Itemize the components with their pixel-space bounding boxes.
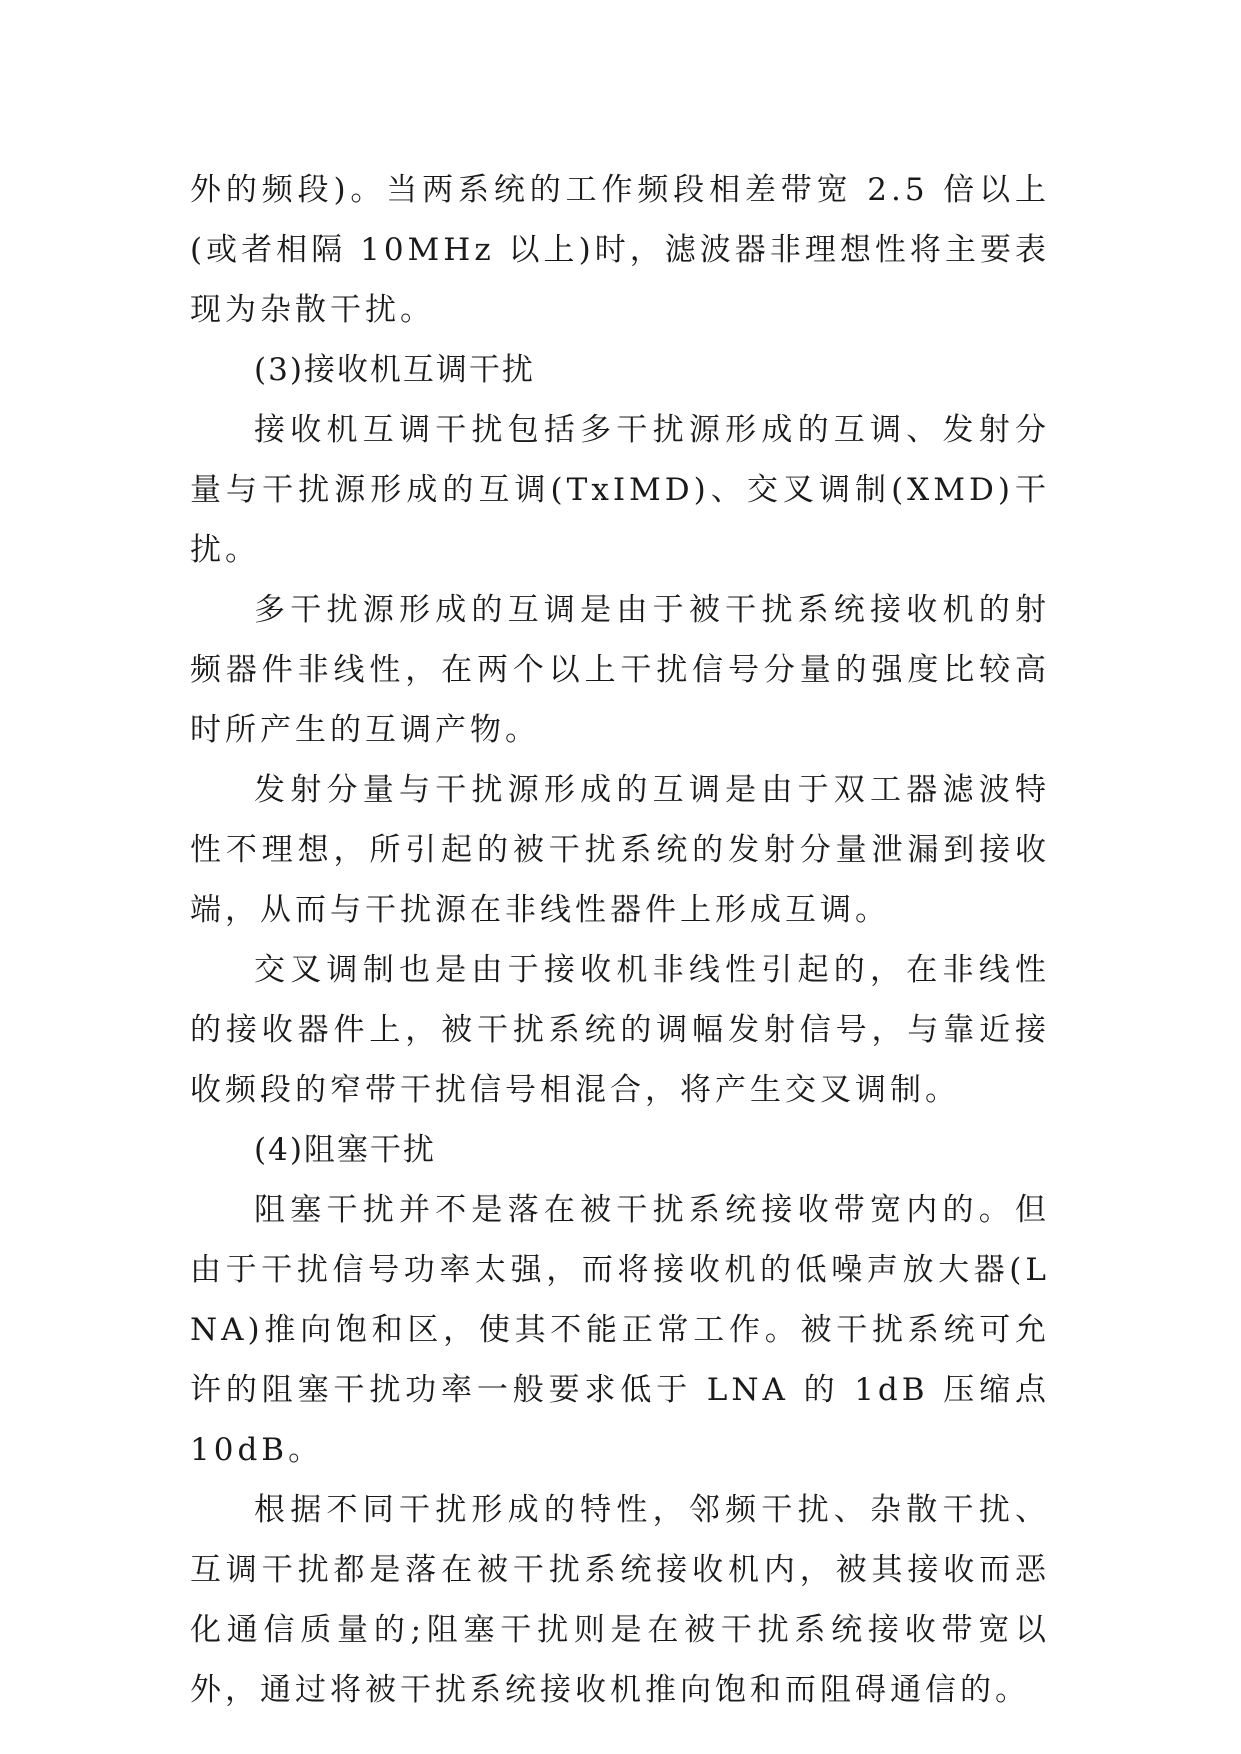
paragraph-intermod-types: 接收机互调干扰包括多干扰源形成的互调、发射分量与干扰源形成的互调(TxIMD)、交叉调制(XMD)干扰。 [190, 412, 1050, 568]
paragraph-tx-leakage-intermod: 发射分量与干扰源形成的互调是由于双工器滤波特性不理想，所引起的被干扰系统的发射分量泄漏到接收端，从而与干扰源在非线性器件上形成互调。 [190, 772, 1050, 928]
paragraph-continuation: 外的频段)。当两系统的工作频段相差带宽 2.5 倍以上(或者相隔 10MHz 以上)时，滤波器非理想性将主要表现为杂散干扰。 [190, 172, 1050, 328]
paragraph-multi-source-intermod: 多干扰源形成的互调是由于被干扰系统接收机的射频器件非线性，在两个以上干扰信号分量的强度比较高时所产生的互调产物。 [190, 592, 1050, 748]
paragraph-summary: 根据不同干扰形成的特性，邻频干扰、杂散干扰、互调干扰都是落在被干扰系统接收机内，被其接收而恶化通信质量的;阻塞干扰则是在被干扰系统接收带宽以外，通过将被干扰系统接收机推向饱和而阻碍通信的。 [190, 1492, 1050, 1708]
document-page [190, 160, 1050, 1720]
section-heading-receiver-intermodulation: (3)接收机互调干扰 [254, 352, 535, 388]
paragraph-blocking: 阻塞干扰并不是落在被干扰系统接收带宽内的。但由于干扰信号功率太强，而将接收机的低噪声放大器(LNA)推向饱和区，使其不能正常工作。被干扰系统可允许的阻塞干扰功率一般要求低于 LNA 的 1dB 压缩点 10dB。 [190, 1192, 1050, 1468]
section-heading-blocking: (4)阻塞干扰 [254, 1132, 436, 1168]
paragraph-cross-modulation: 交叉调制也是由于接收机非线性引起的，在非线性的接收器件上，被干扰系统的调幅发射信号，与靠近接收频段的窄带干扰信号相混合，将产生交叉调制。 [190, 952, 1050, 1108]
